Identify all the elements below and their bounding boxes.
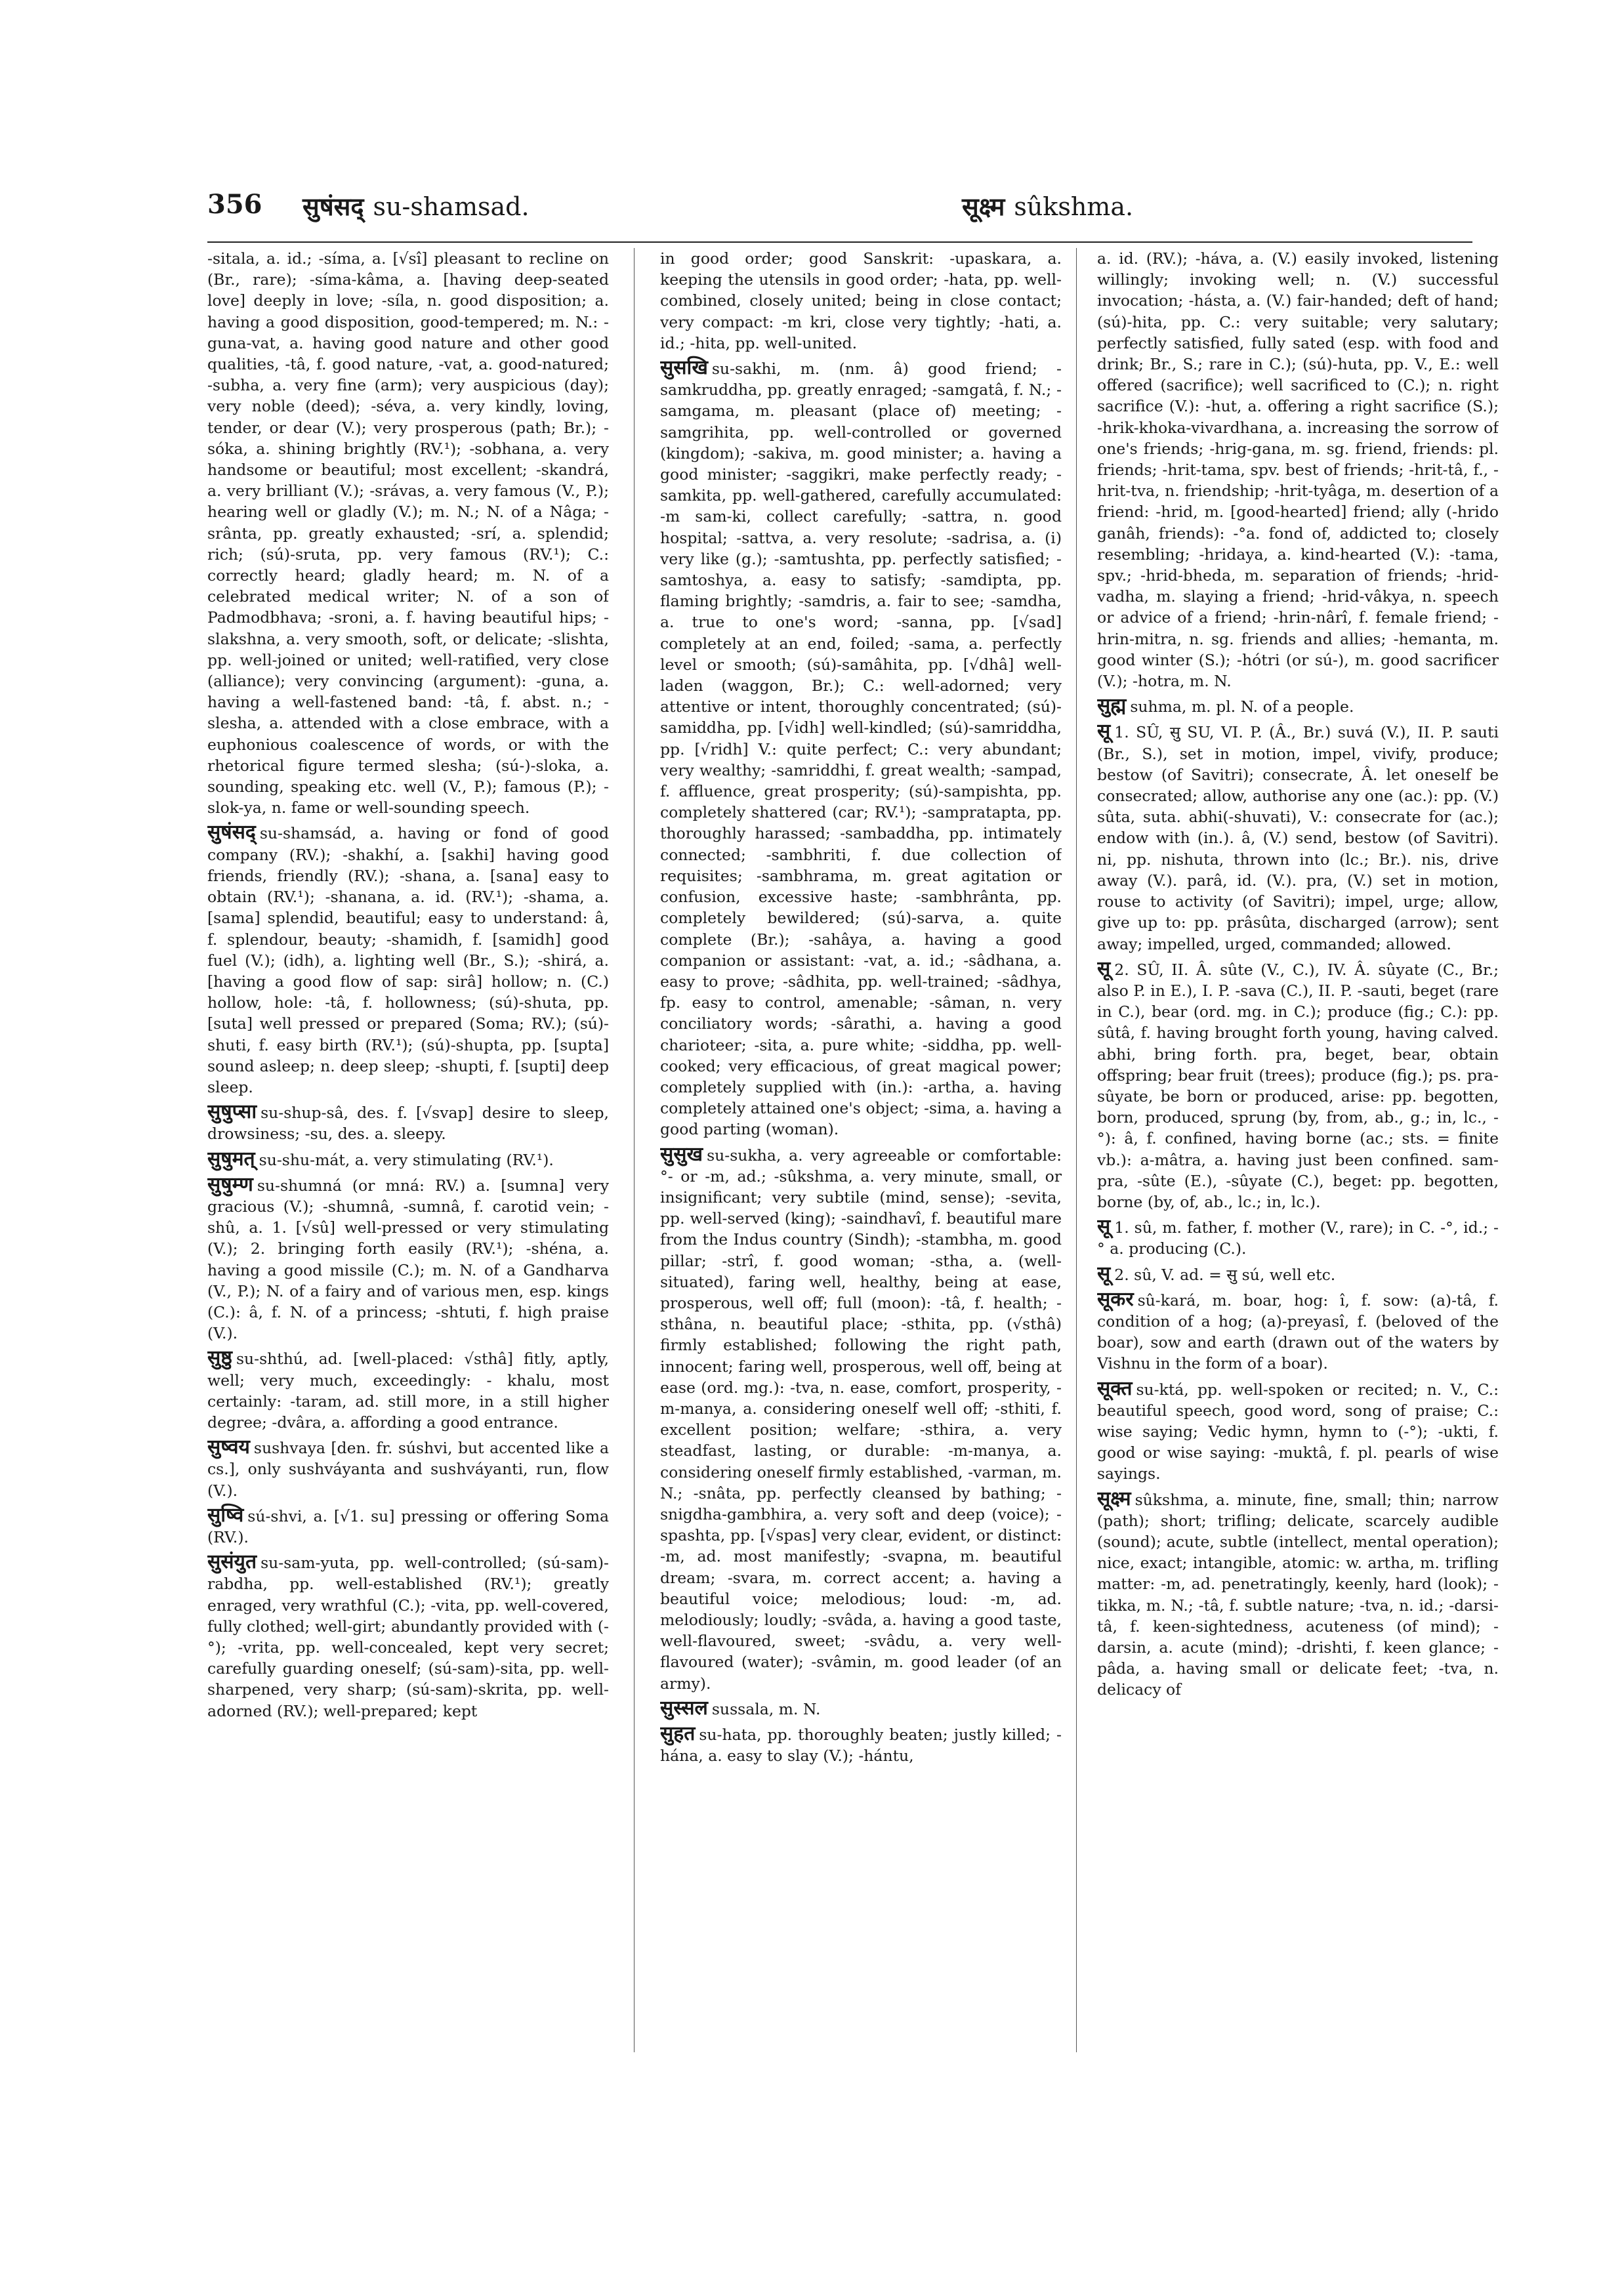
- column-2: [660, 248, 1062, 2085]
- entry-text: su-shamsád, a. having or fond of good company (RV.); -shakhí, a. [sakhi] having good friends, friendly (RV.); -shana, a. [sana] easy to obtain (RV.¹); -shanana, a. id. (RV.¹); -shama, a. [sama] splendid, beautiful; easy to understand: â, f. splendour, beauty; -shamidh, f. [samidh] good fuel (V.); (idh), a. lighting well (Br., S.); -shirá, a. [having a good flow of sap: sirâ] hollow; n. (C.) hollow, hole: -tâ, f. hollowness; (sú)-shuta, pp. [suta] well pressed or prepared (Soma; RV.); (sú)-shuti, f. easy birth (RV.¹); (sú)-shupta, pp. [supta] sound asleep; n. deep sleep; -shupti, f. [supti] deep sleep.: [207, 824, 609, 1096]
- page-number: 356: [207, 189, 262, 220]
- dictionary-entry: [1097, 1216, 1499, 1259]
- column-divider: [634, 248, 635, 2052]
- entry-headword-devanagari: सू: [1097, 957, 1111, 980]
- dictionary-entry: [1097, 1264, 1499, 1285]
- entry-text: su-shup-sâ, des. f. [√svap] desire to sleep, drowsiness; -su, des. a. sleepy.: [207, 1104, 609, 1144]
- entry-headword-devanagari: सुह्म: [1097, 694, 1127, 718]
- right-running-headword: [962, 189, 1133, 223]
- dictionary-entry: [1097, 721, 1499, 954]
- entry-headword-devanagari: सू: [1097, 1215, 1111, 1239]
- right-headword-devanagari: सूक्ष्म: [962, 192, 1005, 221]
- dictionary-entry: [660, 1724, 1062, 1766]
- dictionary-entry: [207, 1149, 609, 1170]
- dictionary-entry: [207, 1174, 609, 1344]
- entry-text: su-shumná (or mná: RV.) a. [sumna] very gracious (V.); -shumnâ, -sumnâ, f. carotid vein; -shû, a. 1. [√sû] well-pressed or very stimulating (V.); 2. bringing forth easily (RV.¹); -shéna, a. having a good missile (C.); m. N. of a Gandharva (V., P.); N. of a fairy and of various men, esp. kings (C.): â, f. N. of a princess; -shtuti, f. high praise (V.).: [207, 1176, 609, 1343]
- entry-headword-devanagari: सूक्ष्म: [1097, 1487, 1131, 1510]
- entry-headword-devanagari: सुष्ठु: [207, 1346, 232, 1370]
- entry-headword-devanagari: सुषुमत्: [207, 1147, 255, 1170]
- column-3: [1097, 248, 1499, 2085]
- left-headword-roman: su-shamsad.: [373, 192, 530, 221]
- entry-headword-devanagari: सुष्वय: [207, 1436, 250, 1459]
- dictionary-entry: [660, 1144, 1062, 1694]
- column-divider: [1076, 248, 1077, 2052]
- dictionary-entry: [207, 1102, 609, 1144]
- dictionary-entry: [207, 822, 609, 1098]
- entry-headword-devanagari: सुसंयुत: [207, 1550, 257, 1574]
- entry-headword-devanagari: सुसखि: [660, 356, 708, 380]
- entry-text: 1. SÛ, सु SU, VI. P. (Â., Br.) suvá (V.), II. P. sauti (Br., S.), set in motion, impel, vivify, produce; bestow (of Savitri); consecrate, Â. let oneself be consecrated; allow, authorise any one (ac.): pp. (V.) sûta, suta. abhi(-shuvati), V.: consecrate for (ac.); endow with (in.). â, (V.) send, bestow (of Savitri). ni, pp. nishuta, thrown into (lc.; Br.). nis, drive away (V.). parâ, id. (V.). pra, (V.) set in motion, rouse to activity (of Savitri); impel, urge; allow, give up to: pp. prâsûta, discharged (arrow); sent away; impelled, urged, commanded; allowed.: [1097, 723, 1499, 953]
- entry-text: 1. sû, m. father, f. mother (V., rare); in C. -°, id.; -° a. producing (C.).: [1097, 1218, 1499, 1258]
- entry-headword-devanagari: सू: [1097, 720, 1111, 743]
- entry-text: sú-shvi, a. [√1. su] pressing or offering Soma (RV.).: [207, 1506, 609, 1546]
- entry-text: in good order; good Sanskrit: -upaskara, a. keeping the utensils in good order; -hata, pp. well-combined, closely united; being in close contact; very compact: -m kri, close very tightly; -hati, a. id.; -hita, pp. well-united.: [660, 249, 1062, 352]
- entry-headword-devanagari: सुषुम्ण: [207, 1172, 253, 1196]
- entry-text: su-sam-yuta, pp. well-controlled; (sú-sam)-rabdha, pp. well-established (RV.¹); greatly enraged, very wrathful (C.); -vita, pp. well-covered, fully clothed; well-girt; abundantly provided with (-°); -vrita, pp. well-concealed, kept very secret; carefully guarding oneself; (sú-sam)-sita, pp. well-sharpened, very sharp; (sú-sam)-skrita, pp. well-adorned (RV.); well-prepared; kept: [207, 1554, 609, 1720]
- dictionary-entry: [207, 248, 609, 818]
- entry-text: sû-kará, m. boar, hog: î, f. sow: (a)-tâ, f. condition of a hog; (a)-preyasî, f. (beloved of the boar), sow and earth (drawn out of the waters by Vishnu in the form of a boar).: [1097, 1291, 1499, 1373]
- entry-text: 2. SÛ, II. Â. sûte (V., C.), IV. Â. sûyate (C., Br.; also P. in E.), I. P. -sava (C.), II. P. -sauti, beget (rare in C.), bear (ord. mg. in C.); produce (fig.; C.): pp. sûtâ, f. having brought forth young, having calved. abhi, bring forth. pra, beget, bear, obtain offspring; bear fruit (trees); produce (fig.); ps. pra-sûyate, be born or produced, arise: pp. begotten, born, produced, sprung (by, from, ab., g.; in, lc., -°): â, f. confined, having borne (ac.; sts. = finite vb.): a-mâtra, a. having just been confined. sam-pra, -sûte (E.), -sûyate (C.), beget: pp. begotten, borne (by, of, ab., lc.; in, lc.).: [1097, 960, 1499, 1211]
- dictionary-entry: [1097, 1489, 1499, 1701]
- left-headword-devanagari: सुषंसद्: [302, 192, 364, 221]
- entry-text: -sitala, a. id.; -síma, a. [√sî] pleasant to recline on (Br., rare); -síma-kâma, a. [having deep-seated love] deeply in love; -síla, n. good disposition; a. having a good disposition, good-tempered; m. N.: -guna-vat, a. having good nature and other good qualities, -tâ, f. good nature, -vat, a. good-natured; -subha, a. very fine (arm); very auspicious (day); very noble (deed); -séva, a. very kindly, loving, tender, or dear (V.); very prosperous (path; Br.); -sóka, a. shining brightly (RV.¹); -sobhana, a. very handsome or beautiful; most excellent; -skandrá, a. very brilliant (V.); -srávas, a. very famous (V., P.); hearing well or gladly (V.); m. N.; N. of a Nâga; -srânta, pp. greatly exhausted; -srí, a. splendid; rich; (sú)-sruta, pp. very famous (RV.¹); C.: correctly heard; gladly heard; m. N. of a celebrated medical writer; N. of a son of Padmodbhava; -sroni, a. f. having beautiful hips; -slakshna, a. very smooth, soft, or delicate; -slishta, pp. well-joined or united; well-ratified, very close (alliance); very convincing (argument): -guna, a. having a well-fastened band: -tâ, f. abst. n.; -slesha, a. attended with a close embrace, with a euphonious coalescence of words, or with the rhetorical figure termed slesha; (sú-)-sloka, a. sounding, speaking etc. well (V., P.); famous (P.); -slok-ya, n. fame or well-sounding speech.: [207, 249, 609, 817]
- entry-text: su-sukha, a. very agreeable or comfortable: °- or -m, ad.; -sûkshma, a. very minute, small, or insignificant; very subtile (mind, sense); -sevita, pp. well-served (king); -saindhavî, f. beautiful mare from the Indus country (Sindh); -stambha, m. good pillar; -strî, f. good woman; -stha, a. (well-situated), faring well, healthy, being at ease, prosperous, well off; full (moon): -tâ, f. health; -sthâna, n. beautiful place; -sthita, pp. (√sthâ) firmly established; following the right path, innocent; faring well, prosperous, well off, being at ease (ord. mg.): -tva, n. ease, comfort, prosperity, -m-manya, a. considering oneself well off; -sthiti, f. excellent position; welfare; -sthira, a. very steadfast, lasting, or durable: -m-manya, a. considering oneself firmly established, -varman, m. N.; -snâta, pp. perfectly cleansed by bathing; -snigdha-gambhira, a. very soft and deep (voice); -spashta, pp. [√spas] very clear, evident, or distinct: -m, ad. most manifestly; -svapna, m. beautiful dream; -svara, m. correct accent; a. having a beautiful voice; melodious; loud: -m, ad. melodiously; loudly; -svâda, a. having a good taste, well-flavoured, sweet; -svâdu, a. very well-flavoured (water); -svâmin, m. good leader (of an army).: [660, 1146, 1062, 1693]
- dictionary-entry: [1097, 959, 1499, 1212]
- dictionary-entry: [207, 1348, 609, 1433]
- dictionary-entry: [1097, 1289, 1499, 1375]
- dictionary-entry: [660, 1698, 1062, 1720]
- entry-text: suhma, m. pl. N. of a people.: [1130, 697, 1354, 716]
- right-headword-roman: sûkshma.: [1014, 192, 1134, 221]
- entry-headword-devanagari: सुस्सल: [660, 1696, 708, 1720]
- entry-text: su-sakhi, m. (nm. â) good friend; -samkruddha, pp. greatly enraged; -samgatâ, f. N.; -samgama, m. pleasant (place of) meeting; -samgrihita, pp. well-controlled or governed (kingdom); -sakiva, m. good minister; a. having a good minister; -saggikri, make perfectly ready; -samkita, pp. well-gathered, carefully accumulated: -m sam-ki, collect carefully; -sattra, n. good hospital; -sattva, a. very resolute; -sadrisa, a. (i) very like (g.); -samtushta, pp. perfectly satisfied; -samtoshya, a. easy to satisfy; -samdipta, pp. flaming brightly; -samdris, a. fair to see; -samdha, a. true to one's word; -sanna, pp. [√sad] completely at an end, foiled; -sama, a. perfectly level or smooth; (sú)-samâhita, pp. [√dhâ] well-laden (waggon, Br.); C.: well-adorned; very attentive or intent, thoroughly concentrated; (sú)-samiddha, pp. [√idh] well-kindled; (sú)-samriddha, pp. [√ridh] V.: quite perfect; C.: very abundant; very wealthy; -samriddhi, f. great wealth; -sampad, f. affluence, great prosperity; (sú)-sampishta, pp. completely shattered (car; RV.¹); -sampratapta, pp. thoroughly harassed; -sambaddha, pp. intimately connected; -sambhriti, f. due collection of requisites; -sambhrama, m. great agitation or confusion, excessive haste; -sambhrânta, pp. completely bewildered; (sú)-sarva, a. quite complete (Br.); -sahâya, a. having a good companion or assistant: -vat, a. id.; -sâdhana, a. easy to prove; -sâdhita, pp. well-trained; -sâdhya, fp. easy to control, amenable; -sâman, n. very conciliatory words; -sârathi, a. having a good charioteer; -sita, a. pure white; -siddha, pp. well-cooked; very efficacious, of great magical power; completely supplied with (in.): -artha, a. having completely attained one's object; -sima, a. having a good parting (woman).: [660, 360, 1062, 1139]
- entry-headword-devanagari: सुसुख: [660, 1142, 703, 1166]
- left-running-headword: [302, 189, 530, 223]
- entry-headword-devanagari: सुषुप्सा: [207, 1100, 257, 1124]
- dictionary-entry: [1097, 1378, 1499, 1485]
- entry-text: 2. sû, V. ad. = सु sú, well etc.: [1114, 1265, 1336, 1284]
- entry-headword-devanagari: सूकर: [1097, 1287, 1134, 1311]
- entry-text: a. id. (RV.); -háva, a. (V.) easily invoked, listening willingly; invoking well; n. (V.) successful invocation; -hásta, a. (V.) fair-handed; deft of hand; (sú)-hita, pp. C.: very suitable; very salutary; perfectly satisfied, fully sated (esp. with food and drink; Br., S.; rare in C.); (sú)-huta, pp. V., E.: well offered (sacrifice); well sacrificed to (C.); n. right sacrifice (V.): -hut, a. offering a right sacrifice (S.); -hrik-khoka-vivardhana, a. increasing the sorrow of one's friends; -hrig-gana, m. sg. friend, friends: pl. friends; -hrit-tama, spv. best of friends; -hrit-tâ, f., -hrit-tva, n. friendship; -hrit-tyâga, m. desertion of a friend: -hrid, m. [good-hearted] friend; ally (-hrido ganâh, friends): -°a. fond of, addicted to; closely resembling; -hridaya, a. kind-hearted (V.): -tama, spv.; -hrid-bheda, m. separation of friends; -hrid-vadha, m. slaying a friend; -hrid-vâkya, n. speech or advice of a friend; -hrin-nârî, f. female friend; -hrin-mitra, n. sg. friends and allies; -hemanta, m. good winter (S.); -hótri (or sú-), m. good sacrificer (V.); -hotra, m. N.: [1097, 249, 1499, 691]
- entry-text: sushvaya [den. fr. súshvi, but accented like a cs.], only sushváyanta and sushváyanti, run, flow (V.).: [207, 1439, 609, 1500]
- entry-text: sussala, m. N.: [711, 1699, 821, 1718]
- dictionary-entry: [207, 1505, 609, 1548]
- entry-headword-devanagari: सुषंसद्: [207, 821, 256, 844]
- entry-headword-devanagari: सू: [1097, 1262, 1111, 1285]
- header-rule: [207, 241, 1472, 243]
- entry-headword-devanagari: सूक्त: [1097, 1376, 1133, 1400]
- dictionary-entry: [207, 1552, 609, 1722]
- entry-text: su-hata, pp. thoroughly beaten; justly killed; -hána, a. easy to slay (V.); -hántu,: [660, 1726, 1062, 1766]
- entry-text: su-ktá, pp. well-spoken or recited; n. V., C.: beautiful speech, good word, song of praise; C.: wise saying; Vedic hymn, hymn to (-°); -ukti, f. good or wise saying: -muktâ, f. pl. pearls of wise sayings.: [1097, 1380, 1499, 1483]
- entry-text: su-shu-mát, a. very stimulating (RV.¹).: [259, 1150, 554, 1169]
- dictionary-entry: [1097, 248, 1499, 692]
- dictionary-entry: [1097, 695, 1499, 717]
- dictionary-entry: [207, 1437, 609, 1501]
- dictionary-entry: [660, 248, 1062, 354]
- entry-headword-devanagari: सुष्वि: [207, 1503, 244, 1527]
- entry-headword-devanagari: सुहत: [660, 1722, 696, 1746]
- column-1: [207, 248, 609, 2085]
- entry-text: su-shthú, ad. [well-placed: √sthâ] fitly, aptly, well; very much, exceedingly: - khalu, most certainly: -taram, ad. still more, in a still higher degree; -dvâra, a. affording a good entrance.: [207, 1350, 609, 1432]
- running-header: [207, 189, 1472, 228]
- dictionary-entry: [660, 358, 1062, 1140]
- entry-text: sûkshma, a. minute, fine, small; thin; narrow (path); short; trifling; delicate, scarcely audible (sound); acute, subtle (intellect, mental operation); nice, exact; intangible, atomic: w. artha, m. trifling matter: -m, ad. penetratingly, keenly, hard (look); -tikka, m. N.; -tâ, f. subtle nature; -tva, n. id.; -darsi-tâ, f. keen-sightedness, acuteness (of mind); -darsin, a. acute (mind); -drishti, f. keen glance; -pâda, a. having small or delicate feet; -tva, n. delicacy of: [1097, 1490, 1499, 1699]
